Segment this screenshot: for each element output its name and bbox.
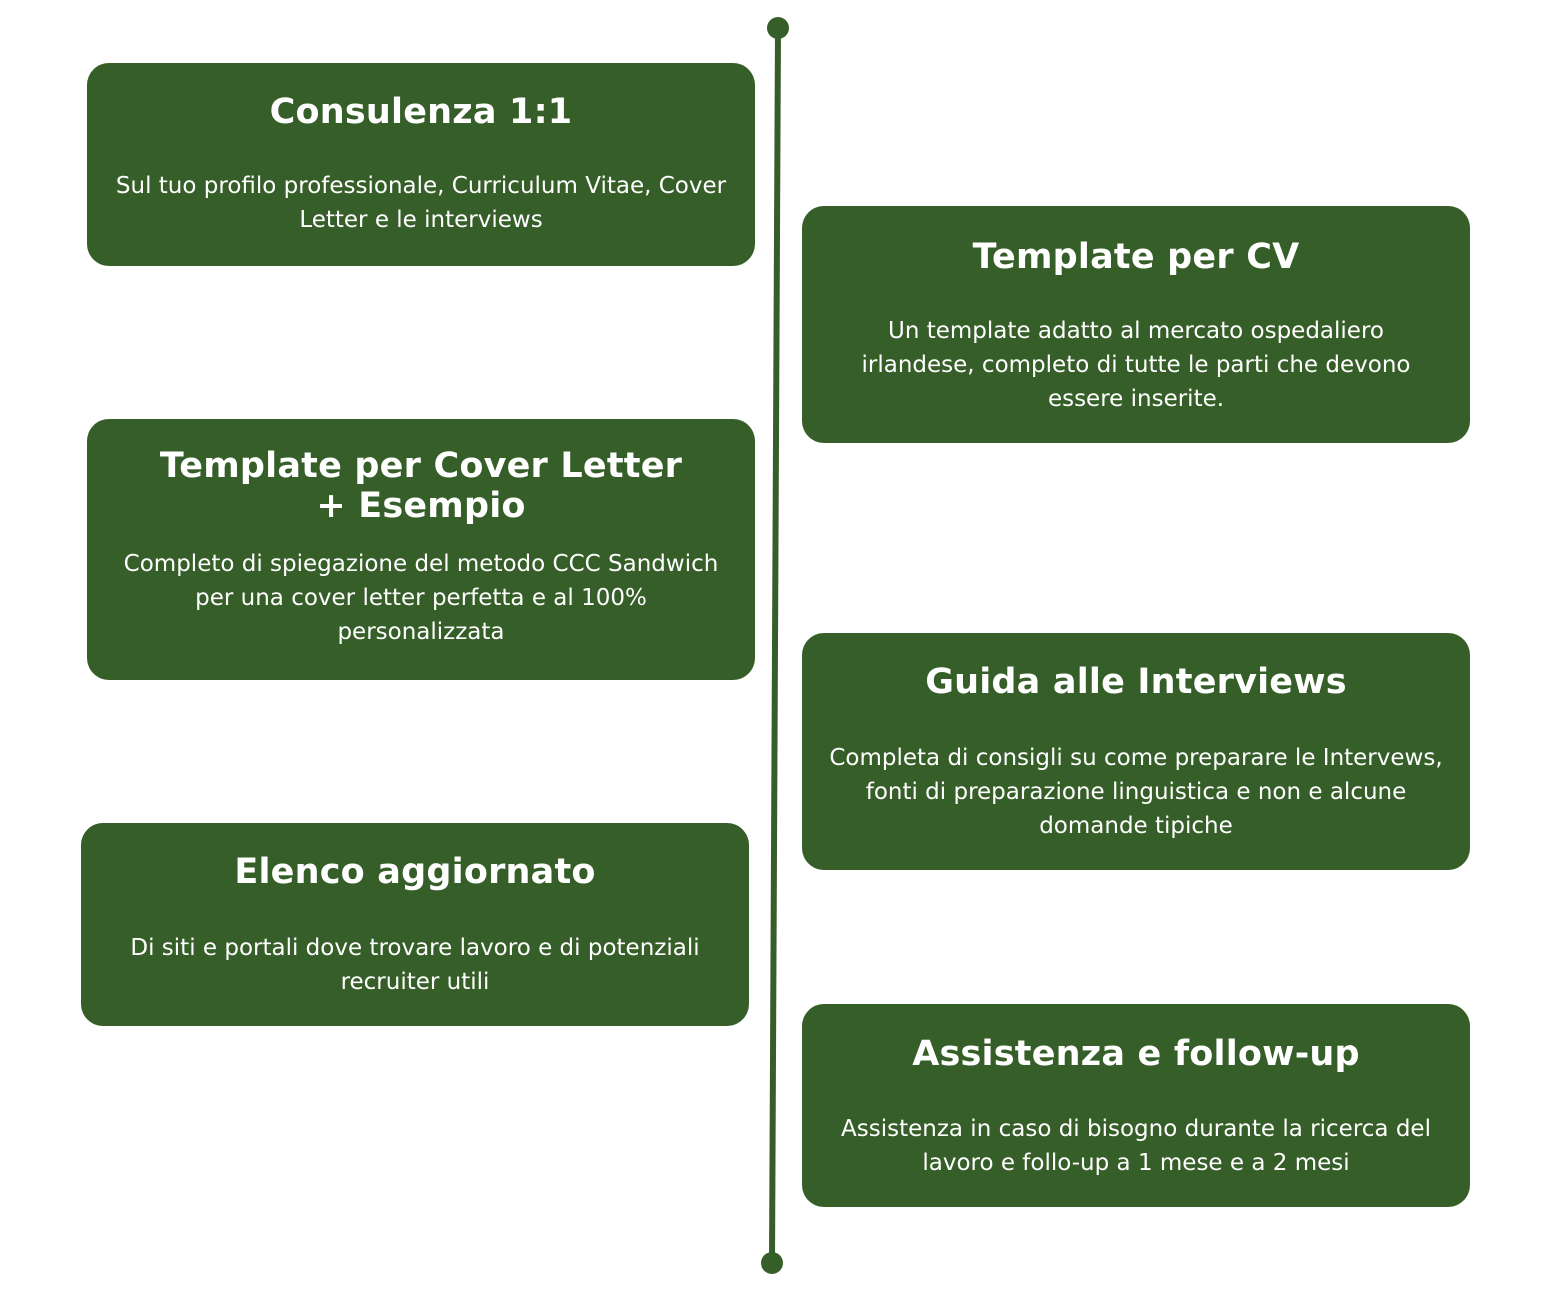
card-description: Un template adatto al mercato ospedaliero irlandese, completo di tutte le parti che devono essere inserite. <box>861 318 1411 412</box>
card-consulenza <box>87 63 755 266</box>
timeline-end-dot <box>761 1252 783 1274</box>
card-title: Elenco aggiornato <box>234 852 596 892</box>
card-title: Assistenza e follow-up <box>912 1034 1360 1074</box>
card-template-cover-letter <box>87 419 755 680</box>
card-description: Assistenza in caso di bisogno durante la ricerca del lavoro e follo-up a 1 mese e a 2 mesi <box>841 1116 1431 1176</box>
card-description: Di siti e portali dove trovare lavoro e di potenziali recruiter utili <box>130 935 700 995</box>
card-description: Completo di spiegazione del metodo CCC Sandwich per una cover letter perfetta e al 100% personalizzata <box>123 551 719 645</box>
card-assistenza-follow-up <box>802 1004 1470 1207</box>
card-title: Guida alle Interviews <box>925 662 1347 702</box>
card-title: Consulenza 1:1 <box>269 92 573 132</box>
card-template-cv <box>802 206 1470 443</box>
card-title: Template per Cover Letter + Esempio <box>159 446 683 526</box>
card-elenco-aggiornato <box>81 823 749 1026</box>
card-description: Completa di consigli su come preparare le Intervews, fonti di preparazione linguistica e non e alcune domande tipiche <box>829 745 1443 839</box>
timeline-line <box>772 28 778 1263</box>
card-description: Sul tuo profilo professionale, Curriculum Vitae, Cover Letter e le interviews <box>115 173 727 233</box>
timeline-start-dot <box>767 17 789 39</box>
card-guida-interviews <box>802 633 1470 870</box>
card-title: Template per CV <box>972 237 1300 277</box>
